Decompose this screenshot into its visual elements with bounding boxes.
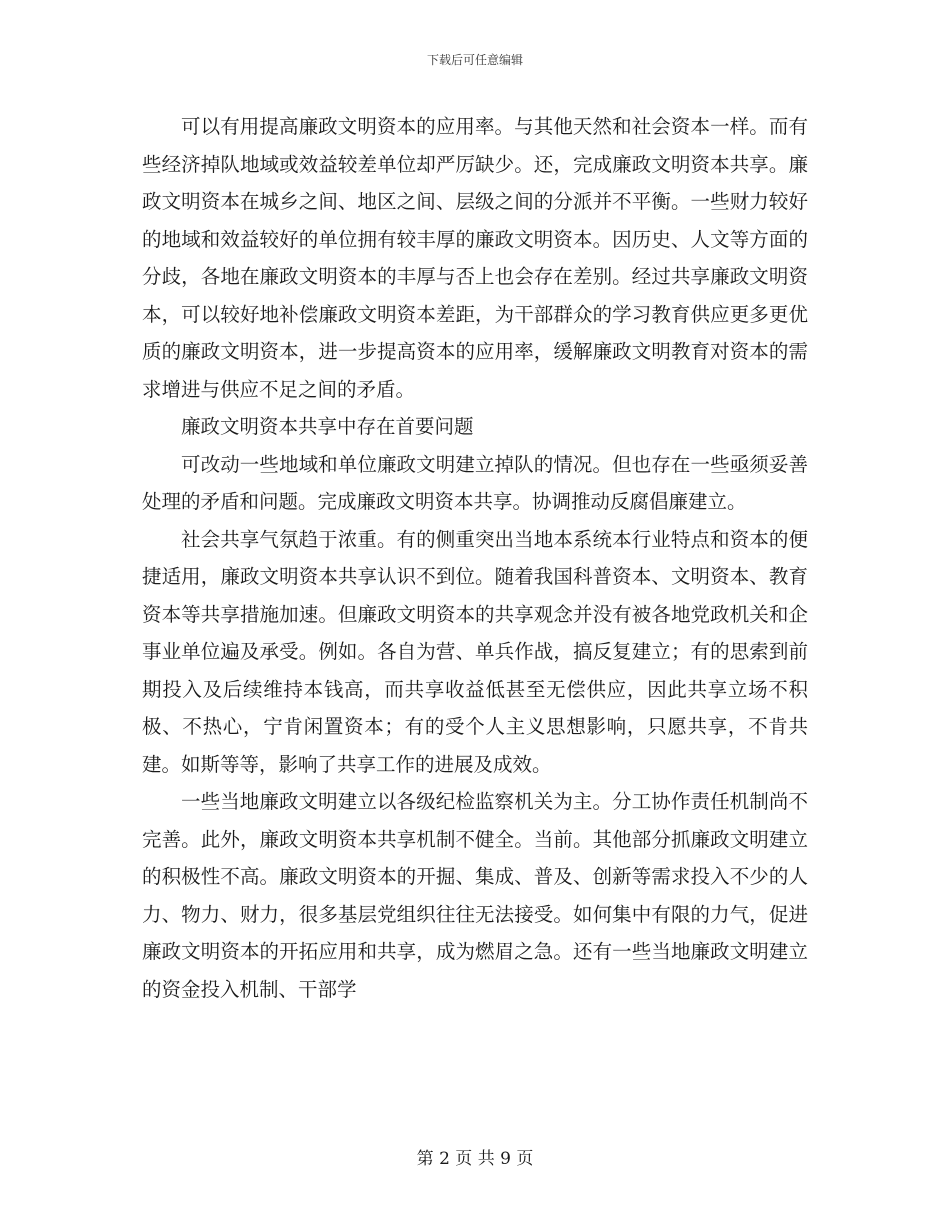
page-number: 第 2 页 共 9 页 (416, 1149, 534, 1169)
paragraph-1: 可以有用提高廉政文明资本的应用率。与其他天然和社会资本一样。而有些经济掉队地域或效益较差单位却严厉缺少。还，完成廉政文明资本共享。廉政文明资本在城乡之间、地区之间、层级之间的分派并不平衡。一些财力较好的地域和效益较好的单位拥有较丰厚的廉政文明资本。因历史、人文等方面的分歧，各地在廉政文明资本的丰厚与否上也会存在差别。经过共享廉政文明资本，可以较好地补偿廉政文明资本差距，为干部群众的学习教育供应更多更优质的廉政文明资本，进一步提高资本的应用率，缓解廉政文明教育对资本的需求增进与供应不足之间的矛盾。 (142, 115, 808, 401)
paragraph-3: 社会共享气氛趋于浓重。有的侧重突出当地本系统本行业特点和资本的便捷适用，廉政文明资本共享认识不到位。随着我国科普资本、文明资本、教育资本等共享措施加速。但廉政文明资本的共享观念并没有被各地党政机关和企事业单位遍及承受。例如。各自为营、单兵作战，搞反复建立；有的思索到前期投入及后续维持本钱高，而共享收益低甚至无偿供应，因此共享立场不积极、不热心，宁肯闲置资本；有的受个人主义思想影响，只愿共享，不肯共建。如斯等等，影响了共享工作的进展及成效。 (142, 527, 808, 776)
paragraph-2: 可改动一些地域和单位廉政文明建立掉队的情况。但也存在一些亟须妥善处理的矛盾和问题。完成廉政文明资本共享。协调推动反腐倡廉建立。 (142, 452, 808, 513)
section-heading: 廉政文明资本共享中存在首要问题 (181, 415, 474, 438)
document-body (142, 108, 808, 1008)
page-header-note: 下载后可任意编辑 (426, 53, 523, 67)
paragraph-4: 一些当地廉政文明建立以各级纪检监察机关为主。分工协作责任机制尚不完善。此外，廉政文明资本共享机制不健全。当前。其他部分抓廉政文明建立的积极性不高。廉政文明资本的开掘、集成、普及、创新等需求投入不少的人力、物力、财力，很多基层党组织往往无法接受。如何集中有限的力气，促进廉政文明资本的开拓应用和共享，成为燃眉之急。还有一些当地廉政文明建立的资金投入机制、干部学 (142, 790, 808, 1001)
